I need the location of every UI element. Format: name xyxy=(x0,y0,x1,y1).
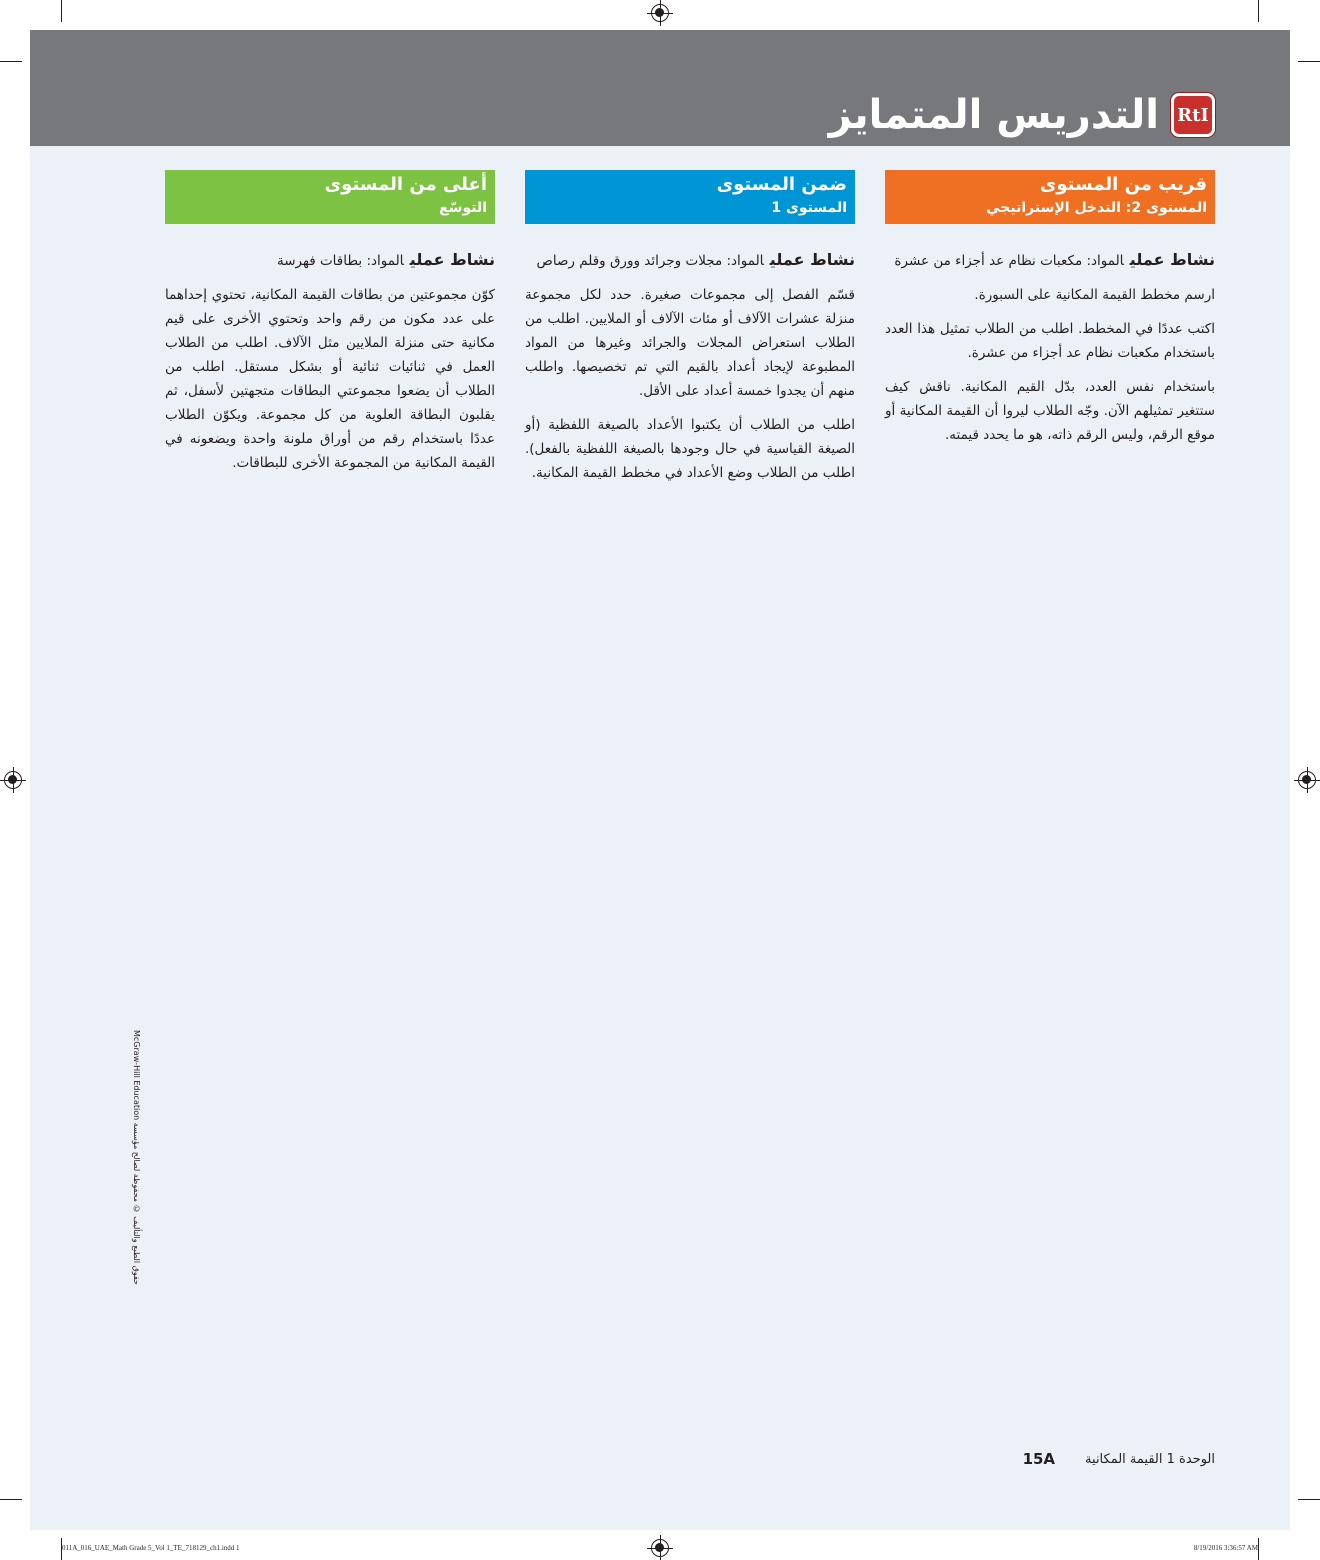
activity-label: نشاط عملي xyxy=(769,250,855,269)
slug-timestamp: 8/19/2016 3:36:57 AM xyxy=(1193,1544,1258,1552)
activity-label: نشاط عملي xyxy=(1129,250,1215,269)
beyond-paragraph: كوّن مجموعتين من بطاقات القيمة المكانية، تحتوي إحداهما على عدد مكون من رقم واحد وتحتوي الأخرى على قيم مكانية حتى منزلة الملايين مثل الآلاف. اطلب من الطلاب العمل في ثنائيات ثنائية أو بشكل مستقل. اطلب من الطلاب أن يضعوا مجموعتي البطاقات متجهتين لأسفل، ثم يقلبون البطاقة العلوية من كل مجموعة. ويكوّن الطلاب عددًا باستخدام رقم من أوراق ملونة واحدة ويضعونه في القيمة المكانية من المجموعة الأخرى للبطاقات. xyxy=(165,287,495,471)
beyond-subheading: التوسّع xyxy=(439,200,487,216)
activity-label: نشاط عملي xyxy=(409,250,495,269)
rti-badge-icon: RtI xyxy=(1171,93,1215,137)
crop-mark xyxy=(1298,1499,1320,1500)
beyond-activity xyxy=(165,248,495,273)
page-title: التدريس المتمايز xyxy=(828,92,1159,138)
crop-mark xyxy=(0,61,22,62)
slug-filename: 011A_016_UAE_Math Grade 5_Vol 1_TE_718129_ch1.indd 1 xyxy=(62,1544,240,1552)
approaching-heading: قريب من المستوى xyxy=(1039,174,1207,195)
on-level-paragraph: قسّم الفصل إلى مجموعات صغيرة. حدد لكل مجموعة منزلة عشرات الآلاف أو مئات الآلاف أو الملايين. اطلب من الطلاب استعراض المجلات والجرائد وغيرها من المواد المطبوعة لإيجاد أعداد بالقيم التي تم تخصيصها. واطلب منهم أن يجدوا خمسة أعداد على الأقل. xyxy=(525,287,855,399)
crop-mark xyxy=(61,0,62,22)
approaching-paragraph: ارسم مخطط القيمة المكانية على السبورة. xyxy=(974,287,1215,303)
materials-text: المواد: بطاقات فهرسة xyxy=(277,253,404,269)
on-level-body xyxy=(525,224,855,485)
approaching-subheading: المستوى 2: التدخل الإستراتيجي xyxy=(986,200,1207,216)
materials-text: المواد: مكعبات نظام عد أجزاء من عشرة xyxy=(894,253,1124,269)
title-row xyxy=(829,92,1215,138)
beyond-heading: أعلى من المستوى xyxy=(324,174,487,195)
approaching-activity xyxy=(885,248,1215,273)
registration-mark-icon xyxy=(4,771,22,789)
registration-mark-icon xyxy=(651,4,669,22)
on-level-subheading: المستوى 1 xyxy=(771,200,847,216)
page-number: 15A xyxy=(1022,1450,1056,1468)
on-level-paragraph: اطلب من الطلاب أن يكتبوا الأعداد بالصيغة اللفظية (أو الصيغة القياسية في حال وجودها بالصيغة اللفظية بالفعل). اطلب من الطلاب وضع الأعداد في مخطط القيمة المكانية. xyxy=(525,417,855,481)
registration-mark-icon xyxy=(1298,771,1316,789)
column-approaching-level xyxy=(885,170,1215,457)
on-level-heading: ضمن المستوى xyxy=(716,174,847,195)
column-beyond-level xyxy=(165,170,495,485)
approaching-paragraph: اكتب عددًا في المخطط. اطلب من الطلاب تمثيل هذا العدد باستخدام مكعبات نظام عد أجزاء من عشرة. xyxy=(885,321,1215,361)
unit-title: القيمة المكانية xyxy=(1085,1451,1163,1467)
on-level-header xyxy=(525,170,855,224)
crop-mark xyxy=(1258,0,1259,22)
crop-mark xyxy=(0,1499,22,1500)
unit-label xyxy=(1085,1452,1215,1467)
beyond-body xyxy=(165,224,495,475)
registration-mark-icon xyxy=(651,1539,669,1557)
approaching-body xyxy=(885,224,1215,447)
copyright-notice: McGraw-Hill Education حقوق الطبع والتأليف © محفوظة لصالح مؤسسة xyxy=(132,1030,141,1285)
materials-text: المواد: مجلات وجرائد وورق وقلم رصاص xyxy=(536,253,764,269)
crop-mark xyxy=(1258,1538,1259,1560)
crop-mark xyxy=(61,1538,62,1560)
approaching-paragraph: باستخدام نفس العدد، بدّل القيم المكانية. ناقش كيف ستتغير تمثيلهم الآن. وجّه الطلاب ليروا أن القيمة المكانية أو موقع الرقم، وليس الرقم ذاته، هو ما يحدد قيمته. xyxy=(885,379,1215,443)
beyond-level-header xyxy=(165,170,495,224)
approaching-level-header xyxy=(885,170,1215,224)
on-level-activity xyxy=(525,248,855,273)
column-on-level xyxy=(525,170,855,495)
page-footer xyxy=(1023,1450,1215,1468)
crop-mark xyxy=(1298,61,1320,62)
unit-number: الوحدة 1 xyxy=(1166,1451,1215,1467)
